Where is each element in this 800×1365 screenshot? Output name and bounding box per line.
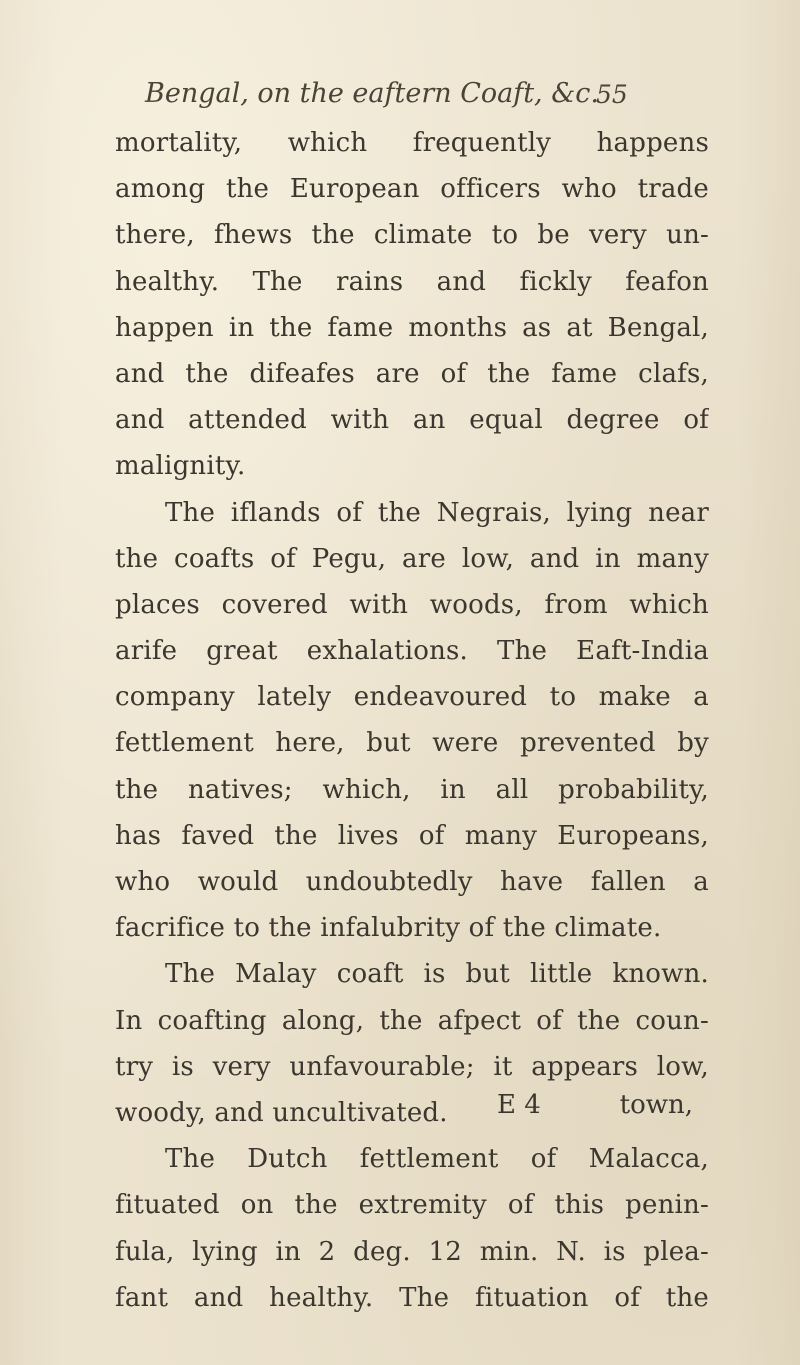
text-line: places covered with woods, from which (115, 589, 709, 620)
page-number: 55 (596, 80, 628, 109)
body-text (115, 120, 709, 1321)
text-line: the coafts of Pegu, are low, and in many (115, 543, 709, 574)
text-line: among the European officers who trade (115, 174, 709, 205)
text-line: healthy. The rains and fickly feafon (115, 266, 709, 297)
paragraph-start-line: The Dutch fettlement of Malacca, (165, 1144, 709, 1175)
text-line: fula, lying in 2 deg. 12 min. N. is plea- (115, 1236, 709, 1267)
text-line: In coafting along, the afpect of the coun- (115, 1005, 709, 1036)
text-line: try is very unfavourable; it appears low, (115, 1051, 709, 1082)
paragraph-end-line: facrifice to the infalubrity of the climate. (115, 913, 662, 944)
paragraph-start-line: The Malay coaft is but little known. (165, 959, 709, 990)
text-line: company lately endeavoured to make a (115, 682, 709, 713)
text-line: who would undoubtedly have fallen a (115, 867, 709, 897)
page-footer (115, 1082, 709, 1128)
text-line: the natives; which, in all probability, (115, 774, 709, 805)
text-line: has faved the lives of many Europeans, (115, 820, 709, 851)
text-line: there, fhews the climate to be very un- (115, 220, 709, 251)
signature-mark: E 4 (497, 1090, 541, 1120)
text-line: fituated on the extremity of this penin- (115, 1190, 709, 1221)
text-line: mortality, which frequently happens (115, 128, 709, 158)
running-header: Bengal, on the eaftern Coaft, &c. (145, 78, 599, 109)
text-line: happen in the fame months as at Bengal, (115, 312, 709, 343)
text-line: fettlement here, but were prevented by (115, 728, 709, 759)
catchword: town, (619, 1090, 693, 1120)
text-line: arife great exhalations. The Eaft-India (115, 636, 709, 667)
paragraph-end-line: malignity. (115, 451, 246, 482)
paragraph-end-line: woody, and uncultivated. (115, 1097, 448, 1128)
text-line: fant and healthy. The fituation of the (115, 1282, 709, 1313)
paragraph-start-line: The iflands of the Negrais, lying near (165, 497, 709, 528)
text-line: and the difeafes are of the fame clafs, (115, 358, 709, 389)
text-line: and attended with an equal degree of (115, 405, 709, 436)
